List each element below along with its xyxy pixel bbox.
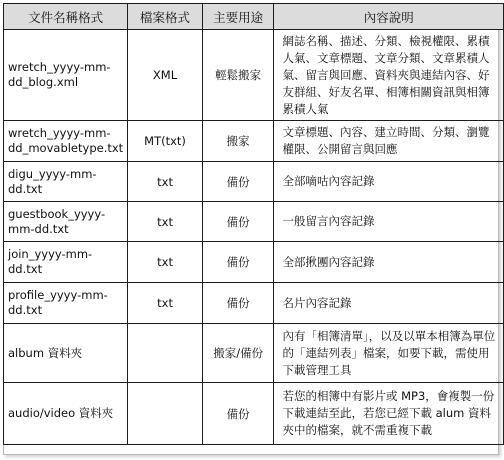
cell-filename: guestbook_yyyy-mm-dd.txt xyxy=(4,202,128,242)
export-file-table xyxy=(3,3,504,445)
cell-filename: digu_yyyy-mm-dd.txt xyxy=(4,162,128,202)
header-row xyxy=(4,4,504,30)
cell-use: 備份 xyxy=(202,242,274,283)
cell-use: 備份 xyxy=(202,283,274,324)
cell-filename: wretch_yyyy-mm-dd_blog.xml xyxy=(4,30,128,121)
cell-description: 一般留言內容記錄 xyxy=(274,202,504,242)
table-row xyxy=(4,283,504,324)
cell-filename: audio/video 資料夾 xyxy=(4,383,128,445)
cell-format: txt xyxy=(128,202,203,242)
header-description: 內容說明 xyxy=(274,4,504,30)
table-row xyxy=(4,121,504,162)
header-use: 主要用途 xyxy=(202,4,274,30)
cell-description: 若您的相簿中有影片或 MP3，會複製一份下載連結至此，若您已經下載 alum 資料夾中的檔案，就不需重複下載 xyxy=(274,383,504,445)
header-filename: 文件名稱格式 xyxy=(4,4,128,30)
table-row xyxy=(4,242,504,283)
cell-description: 名片內容記錄 xyxy=(274,283,504,324)
cell-filename: wretch_yyyy-mm-dd_movabletype.txt xyxy=(4,121,128,162)
cell-format: XML xyxy=(128,30,203,121)
table-row xyxy=(4,202,504,242)
cell-use: 搬家 xyxy=(202,121,274,162)
cell-format: txt xyxy=(128,283,203,324)
cell-description: 文章標題、內容、建立時間、分類、瀏覽權限、公開留言與回應 xyxy=(274,121,504,162)
cell-format: txt xyxy=(128,162,203,202)
cell-format xyxy=(128,383,203,445)
table-row xyxy=(4,162,504,202)
cell-description: 全部嘀咕內容記錄 xyxy=(274,162,504,202)
cell-use: 輕鬆搬家 xyxy=(202,30,274,121)
table-row xyxy=(4,324,504,383)
cell-filename: album 資料夾 xyxy=(4,324,128,383)
cell-use: 搬家/備份 xyxy=(202,324,274,383)
cell-description: 網誌名稱、描述、分類、檢視權限、累積人氣、文章標題、文章分類、文章累積人氣、留言與回應、資料夾與連結內容、好友群組、好友名單、相簿相關資訊與相簿累積人氣 xyxy=(274,30,504,121)
header-format: 檔案格式 xyxy=(128,4,203,30)
cell-filename: profile_yyyy-mm-dd.txt xyxy=(4,283,128,324)
cell-use: 備份 xyxy=(202,202,274,242)
table-row xyxy=(4,30,504,121)
cell-description: 內有「相簿清單」，以及以單本相簿為單位的「連結列表」檔案，如要下載，需使用下載管理工具 xyxy=(274,324,504,383)
cell-format: txt xyxy=(128,242,203,283)
cell-use: 備份 xyxy=(202,162,274,202)
cell-filename: join_yyyy-mm-dd.txt xyxy=(4,242,128,283)
cell-description: 全部揪團內容記錄 xyxy=(274,242,504,283)
cell-use: 備份 xyxy=(202,383,274,445)
cell-format: MT(txt) xyxy=(128,121,203,162)
table-row xyxy=(4,383,504,445)
cell-format xyxy=(128,324,203,383)
